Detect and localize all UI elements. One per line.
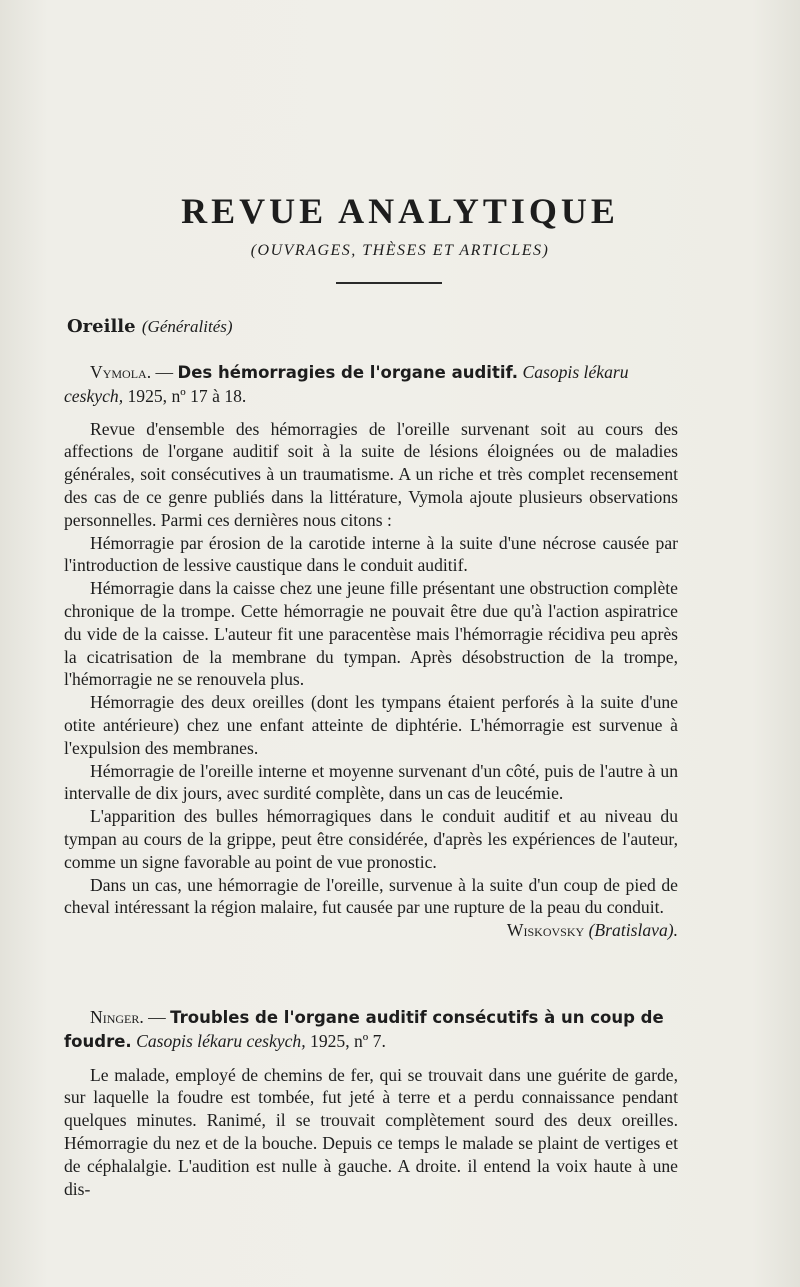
article-dash: — [143, 1007, 171, 1027]
article-journal: Casopis lékaru ceskych, [64, 362, 629, 406]
article-paragraph: Hémorragie de l'oreille interne et moyenne survenant d'un côté, puis de l'autre à un intervalle de dix jours, avec surdité complète, dans un cas de leucémie. [64, 760, 678, 804]
signature-place: (Bratislava). [588, 920, 678, 941]
article-reference: 1925, nº 17 à 18. [123, 385, 247, 406]
signature-name: Wiskovsky [506, 920, 585, 941]
section-subtitle: (Généralités) [141, 317, 233, 336]
article-paragraph: Dans un cas, une hémorragie de l'oreille, survenue à la suite d'un coup de pied de cheval intéressant la région malaire, fut causée par une rupture de la peau du conduit. [64, 874, 678, 918]
article-heading [64, 1006, 678, 1054]
article-reference: 1925, nº 7. [305, 1030, 386, 1051]
article-paragraph: Hémorragie des deux oreilles (dont les tympans étaient perforés à la suite d'une otite antérieure) chez une enfant atteinte de diphtérie. L'hémorragie est survenue à l'expulsion des membranes. [64, 692, 678, 758]
article-paragraph: Le malade, employé de chemins de fer, qui se trouvait dans une guérite de garde, sur laquelle la foudre est tombée, fut jeté à terre et a perdu connaissance pendant quelques minutes. Ranimé, il se trouvait complètement sourd des deux oreilles. Hémorragie du nez et de la bouche. Depuis ce temps le malade se plaint de vertiges et de céphalalgie. L'audition est nulle à gauche. A droite. il entend la voix haute à une dis- [64, 1064, 678, 1199]
article-ninger [64, 1006, 678, 1200]
article-heading [64, 361, 678, 408]
article-vymola [64, 361, 678, 942]
article-author: Ninger. [90, 1007, 144, 1027]
article-paragraph: L'apparition des bulles hémorragiques dans le conduit auditif et au niveau du tympan au cours de la grippe, peut être considérée, d'après les expériences de l'auteur, comme un signe favorable au point de vue pronostic. [64, 806, 678, 872]
article-signature [64, 919, 678, 942]
page-title: REVUE ANALYTIQUE [181, 191, 619, 231]
article-paragraph: Revue d'ensemble des hémorragies de l'oreille survenant soit au cours des affections de l'organe auditif soit à la suite de lésions éloignées ou de maladies générales, soit consécutives à un traumatisme. A un riche et très complet recensement des cas de ce genre publiés dans la littérature, Vymola ajoute plusieurs observations personnelles. Parmi ces dernières nous citons : [64, 418, 678, 530]
article-paragraph: Hémorragie dans la caisse chez une jeune fille présentant une obstruction complète chronique de la trompe. Cette hémorragie ne pouvait être due qu'à l'action aspiratrice du vide de la caisse. L'auteur fit une paracentèse mais l'hémorragie récidiva peu après la cicatrisation de la membrane du tympan. Après désobstruction de la trompe, l'hémorragie ne se renouvela plus. [64, 578, 678, 690]
page-subtitle: (OUVRAGES, THÈSES ET ARTICLES) [250, 242, 550, 259]
section-heading [67, 316, 233, 337]
article-paragraph: Hémorragie par érosion de la carotide interne à la suite d'une nécrose causée par l'introduction de lessive caustique dans le conduit auditif. [64, 532, 678, 576]
article-journal: Casopis lékaru ceskych, [136, 1030, 306, 1051]
section-title: Oreille [67, 316, 136, 337]
title-divider [336, 282, 442, 284]
article-title: Troubles de l'organe auditif consécutifs à un coup de foudre. [64, 1008, 664, 1051]
article-author: Vymola. [90, 362, 152, 382]
article-dash: — [151, 362, 178, 382]
article-title: Des hémorragies de l'organe auditif. [177, 363, 519, 382]
